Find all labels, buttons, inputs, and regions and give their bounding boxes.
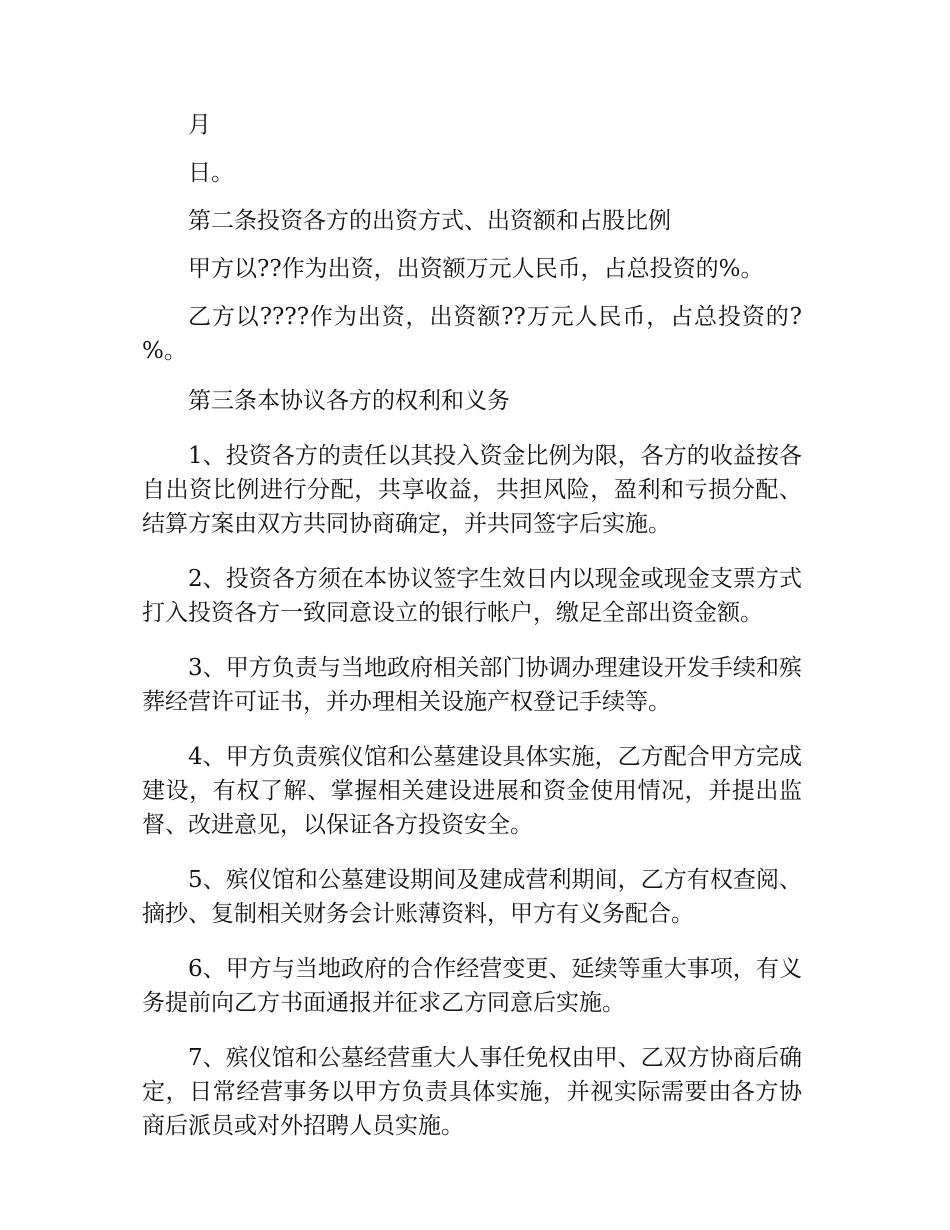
article-2-heading: 第二条投资各方的出资方式、出资额和占股比例 bbox=[188, 208, 671, 234]
party-a-contribution: 甲方以??作为出资，出资额万元人民币，占总投资的%。 bbox=[188, 256, 764, 282]
clause-3: 3、甲方负责与当地政府相关部门协调办理建设开发手续和殡葬经营许可证书，并办理相关设施产权登记手续等。 bbox=[142, 655, 802, 715]
clause-7: 7、殡仪馆和公墓经营重大人事任免权由甲、乙双方协商后确定，日常经营事务以甲方负责具体实施，并视实际需要由各方协商后派员或对外招聘人员实施。 bbox=[142, 1045, 802, 1139]
clause-5: 5、殡仪馆和公墓建设期间及建成营利期间，乙方有权查阅、摘抄、复制相关财务会计账薄资料，甲方有义务配合。 bbox=[142, 867, 802, 927]
clause-1: 1、投资各方的责任以其投入资金比例为限，各方的收益按各自出资比例进行分配，共享收益，共担风险，盈利和亏损分配、结算方案由双方共同协商确定，并共同签字后实施。 bbox=[142, 443, 802, 537]
article-3-heading: 第三条本协议各方的权利和义务 bbox=[188, 388, 510, 414]
clause-2: 2、投资各方须在本协议签字生效日内以现金或现金支票方式打入投资各方一致同意设立的银行帐户，缴足全部出资金额。 bbox=[142, 566, 802, 626]
party-b-contribution: 乙方以????作为出资，出资额??万元人民币，占总投资的?%。 bbox=[142, 304, 802, 364]
clause-6: 6、甲方与当地政府的合作经营变更、延续等重大事项，有义务提前向乙方书面通报并征求乙方同意后实施。 bbox=[142, 956, 802, 1016]
paragraph-day: 日。 bbox=[188, 160, 234, 186]
document-body bbox=[142, 108, 802, 1143]
clause-4: 4、甲方负责殡仪馆和公墓建设具体实施，乙方配合甲方完成建设，有权了解、掌握相关建设进展和资金使用情况，并提出监督、改进意见，以保证各方投资安全。 bbox=[142, 744, 802, 838]
paragraph-month: 月 bbox=[188, 112, 211, 138]
